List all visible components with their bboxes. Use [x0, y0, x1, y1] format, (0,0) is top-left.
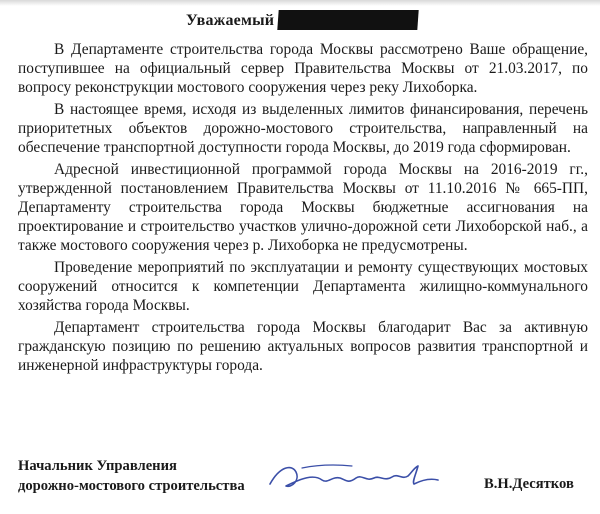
handwritten-signature [262, 458, 452, 494]
paragraph-2: В настоящее время, исходя из выделенных лимитов финансирования, перечень приоритетных объектов дорожно-мостового строительства, направленный на обеспечение транспортной доступности города Москвы, до 2019 года сформирован. [18, 101, 588, 156]
signer-name: В.Н.Десятков [484, 476, 574, 492]
paragraph-1: В Департаменте строительства города Москвы рассмотрено Ваше обращение, поступившее на официальный сервер Правительства Москвы от 21.03.2017, по вопросу реконструкции мостового сооружения через реку Лихоборка. [18, 41, 588, 96]
paragraph-4: Проведение мероприятий по эксплуатации и ремонту существующих мостовых сооружений относится к компетенции Департамента жилищно-коммунального хозяйства города Москвы. [18, 259, 588, 314]
redacted-name-block [277, 10, 418, 30]
signature-title-line-2: дорожно-мостового строительства [18, 478, 245, 494]
signature-title-line-1: Начальник Управления [18, 458, 177, 474]
salutation: Уважаемый [186, 12, 275, 29]
paragraph-5: Департамент строительства города Москвы благодарит Вас за активную гражданскую позицию по решению актуальных вопросов развития транспортной и инженерной инфраструктуры города. [18, 319, 588, 374]
paragraph-3: Адресной инвестиционной программой города Москвы на 2016-2019 гг., утвержденной постановлением Правительства Москвы от 11.10.2016 № 665-ПП, Департаменту строительства города Москвы бюджетные ассигнования на проектирование и строительство участков улично-дорожной сети Лихоборской наб., а также мостового сооружения через р. Лихоборка не предусмотрены. [18, 161, 588, 254]
signature-title [18, 456, 245, 496]
scan-top-edge [0, 0, 600, 6]
letter-body [18, 40, 588, 378]
